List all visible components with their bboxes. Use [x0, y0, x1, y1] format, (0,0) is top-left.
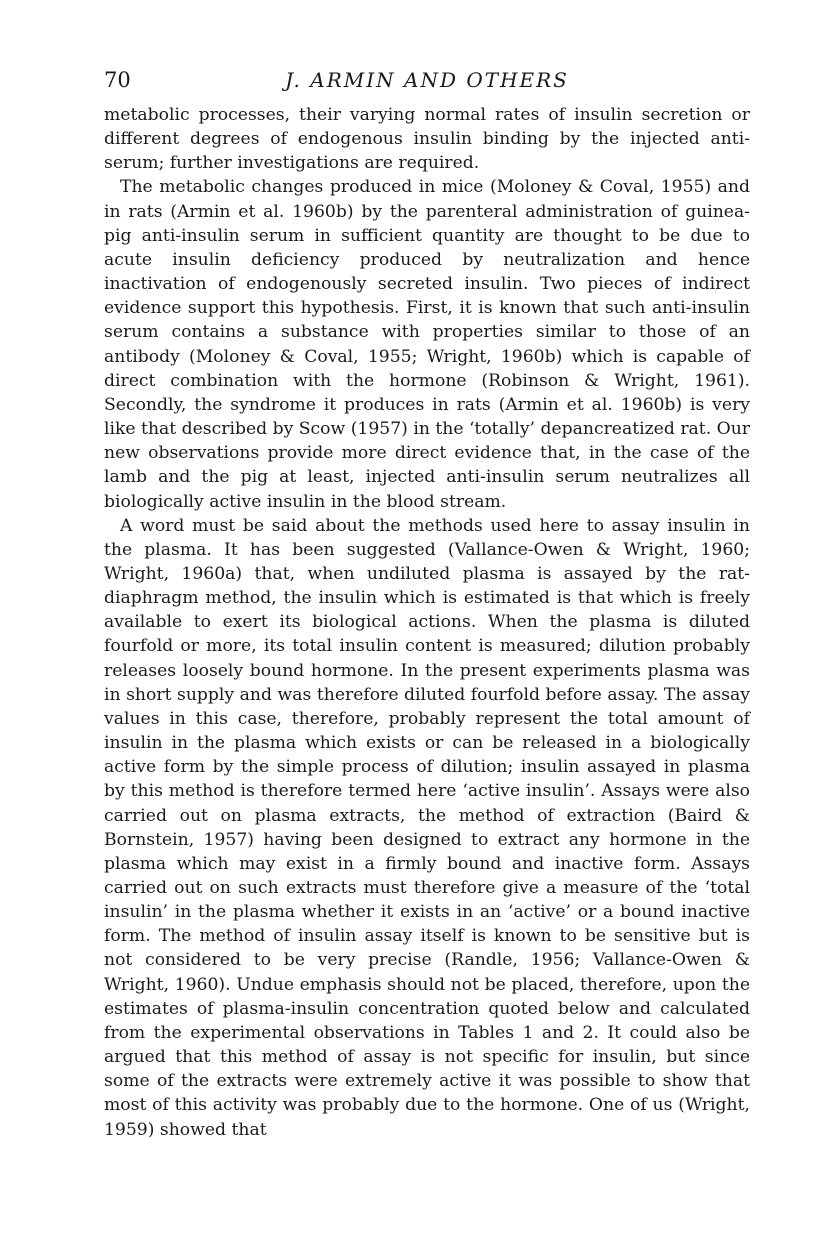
paragraph-continued: metabolic processes, their varying normal rates of insulin secretion or different degrees of endogenous insulin binding by the injected anti-serum; further investigations are required. [104, 105, 750, 174]
page-number: 70 [104, 68, 131, 92]
body-text [104, 103, 750, 1142]
paragraph-metabolic-changes: The metabolic changes produced in mice (Moloney & Coval, 1955) and in rats (Armin et al. 1960b) by the parenteral administration of guinea-pig anti-insulin serum in sufficient quantity are thought to be due to acute insulin deficiency produced by neutralization and hence inactivation of endogenously secreted insulin. Two pieces of indirect evidence support this hypothesis. First, it is known that such anti-insulin serum contains a substance with properties similar to those of an antibody (Moloney & Coval, 1955; Wright, 1960b) which is capable of direct combination with the hormone (Robinson & Wright, 1961). Secondly, the syndrome it produces in rats (Armin et al. 1960b) is very like that described by Scow (1957) in the ‘totally’ depancreatized rat. Our new observations provide more direct evidence that, in the case of the lamb and the pig at least, injected anti-insulin serum neutralizes all biologically active insulin in the blood stream. [104, 177, 750, 512]
paragraph-assay-methods: A word must be said about the methods used here to assay insulin in the plasma. It has been suggested (Vallance-Owen & Wright, 1960; Wright, 1960a) that, when undiluted plasma is assayed by the rat-diaphragm method, the insulin which is estimated is that which is freely available to exert its biological actions. When the plasma is diluted fourfold or more, its total insulin content is measured; dilution probably releases loosely bound hormone. In the present experiments plasma was in short supply and was therefore diluted fourfold before assay. The assay values in this case, therefore, probably represent the total amount of insulin in the plasma which exists or can be released in a biologically active form by the simple process of dilution; insulin assayed in plasma by this method is therefore termed here ‘active insulin’. Assays were also carried out on plasma extracts, the method of extraction (Baird & Bornstein, 1957) having been designed to extract any hormone in the plasma which may exist in a firmly bound and inactive form. Assays carried out on such extracts must therefore give a measure of the ‘total insulin’ in the plasma whether it exists in an ‘active’ or a bound inactive form. The method of insulin assay itself is known to be sensitive but is not considered to be very precise (Randle, 1956; Vallance-Owen & Wright, 1960). Undue emphasis should not be placed, therefore, upon the estimates of plasma-insulin concentration quoted below and calculated from the experimental observations in Tables 1 and 2. It could also be argued that this method of assay is not specific for insulin, but since some of the extracts were extremely active it was possible to show that most of this activity was probably due to the hormone. One of us (Wright, 1959) showed that [104, 515, 750, 1140]
running-title: J. ARMIN AND OTHERS [285, 68, 569, 92]
page-header [104, 68, 750, 100]
